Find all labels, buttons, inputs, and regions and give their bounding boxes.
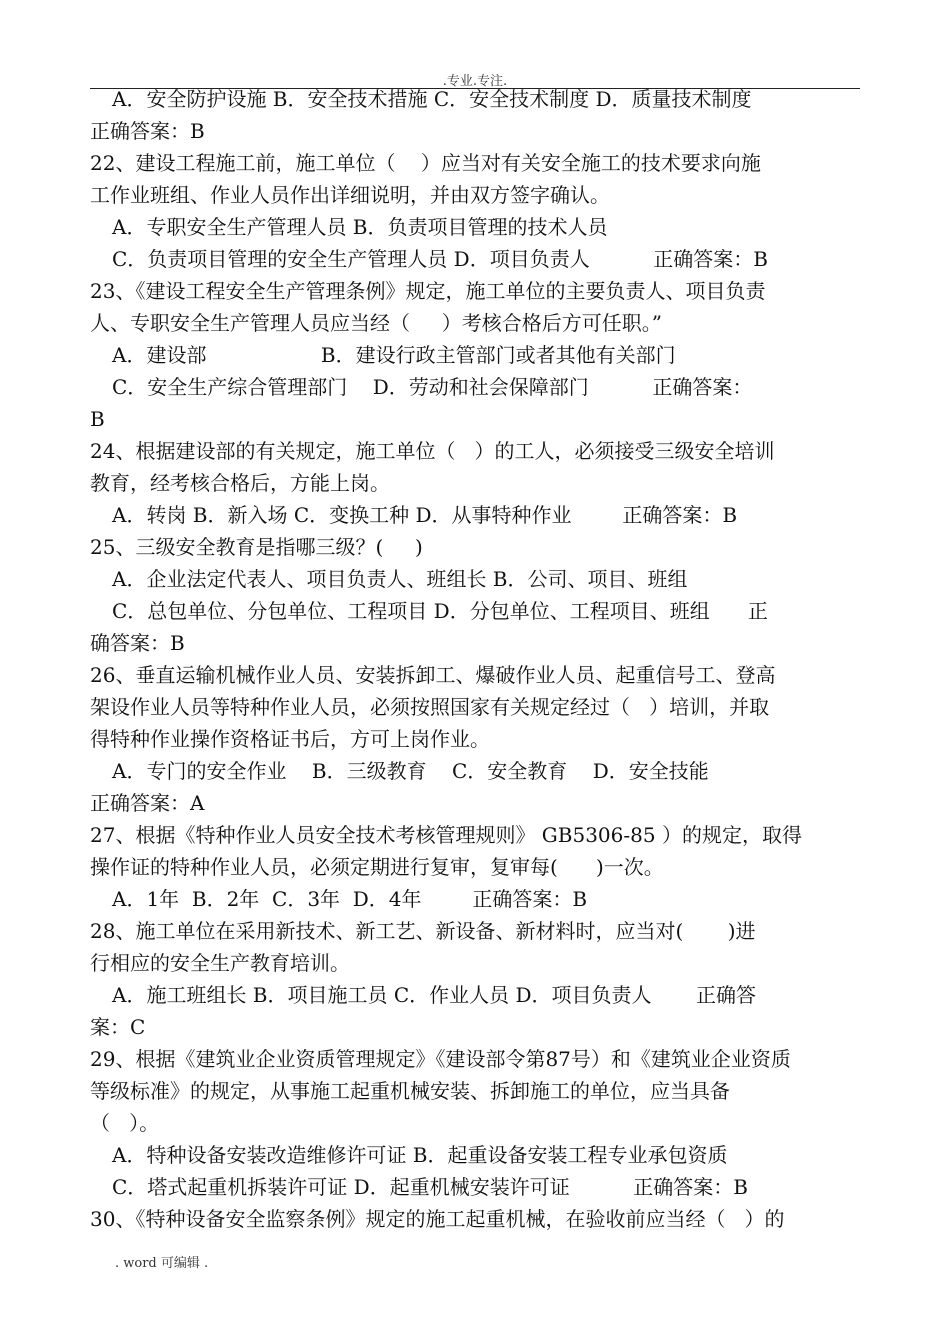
question-text-line: 28、施工单位在采用新技术、新工艺、新设备、新材料时，应当对( )进 <box>90 919 756 943</box>
answer-options-line: A．转岗 B．新入场 C．变换工种 D．从事特种作业 正确答案：B <box>112 503 738 527</box>
question-text-line: 案：C <box>90 1015 146 1039</box>
answer-options-line: A．安全防护设施 B．安全技术措施 C．安全技术制度 D．质量技术制度 <box>112 87 752 111</box>
answer-options-line: C．负责项目管理的安全生产管理人员 D．项目负责人 正确答案：B <box>112 247 768 271</box>
question-text-line: 27、根据《特种作业人员安全技术考核管理规则》 GB5306-85 ）的规定，取得 <box>90 823 802 847</box>
question-text-line: 得特种作业操作资格证书后，方可上岗作业。 <box>90 727 490 751</box>
question-text-line: 操作证的特种作业人员，必须定期进行复审，复审每( )一次。 <box>90 855 664 879</box>
answer-options-line: A．施工班组长 B．项目施工员 C．作业人员 D．项目负责人 正确答 <box>112 983 757 1007</box>
question-text-line: 26、垂直运输机械作业人员、安装拆卸工、爆破作业人员、起重信号工、登高 <box>90 663 776 687</box>
answer-options-line: A．1年 B．2年 C．3年 D．4年 正确答案：B <box>112 887 588 911</box>
question-text-line: 23、《建设工程安全生产管理条例》规定，施工单位的主要负责人、项目负责 <box>90 279 766 303</box>
answer-options-line: A．专门的安全作业 B．三级教育 C．安全教育 D．安全技能 <box>112 759 709 783</box>
page-footer: . word 可编辑 . <box>115 1256 209 1271</box>
question-text-line: 人、专职安全生产管理人员应当经（ ）考核合格后方可任职。” <box>90 311 663 335</box>
question-text-line: 确答案：B <box>90 631 185 655</box>
question-text-line: 等级标准》的规定，从事施工起重机械安装、拆卸施工的单位，应当具备 <box>90 1079 730 1103</box>
question-text-line: 架设作业人员等特种作业人员，必须按照国家有关规定经过（ ）培训，并取 <box>90 695 770 719</box>
question-text-line: 行相应的安全生产教育培训。 <box>90 951 350 975</box>
question-text-line: 正确答案：B <box>90 119 205 143</box>
page-header: .专业.专注. <box>442 74 508 89</box>
question-text-line: 29、根据《建筑业企业资质管理规定》《建设部令第87号）和《建筑业企业资质 <box>90 1047 791 1071</box>
question-text-line: 工作业班组、作业人员作出详细说明，并由双方签字确认。 <box>90 183 610 207</box>
question-text-line: B <box>90 407 105 431</box>
question-text-line: 教育，经考核合格后，方能上岗。 <box>90 471 390 495</box>
question-text-line: 正确答案：A <box>90 791 205 815</box>
answer-options-line: C．塔式起重机拆装许可证 D．起重机械安装许可证 正确答案：B <box>112 1175 748 1199</box>
question-text-line: 24、根据建设部的有关规定，施工单位（ ）的工人，必须接受三级安全培训 <box>90 439 775 463</box>
answer-options-line: C．总包单位、分包单位、工程项目 D．分包单位、工程项目、班组 正 <box>112 599 768 623</box>
answer-options-line: C．安全生产综合管理部门 D．劳动和社会保障部门 正确答案： <box>112 375 753 399</box>
question-text-line: （ ）。 <box>90 1111 160 1135</box>
question-text-line: 30、《特种设备安全监察条例》规定的施工起重机械，在验收前应当经（ ）的 <box>90 1207 785 1231</box>
answer-options-line: A．专职安全生产管理人员 B．负责项目管理的技术人员 <box>112 215 608 239</box>
question-text-line: 22、建设工程施工前，施工单位（ ）应当对有关安全施工的技术要求向施 <box>90 151 761 175</box>
answer-options-line: A．企业法定代表人、项目负责人、班组长 B．公司、项目、班组 <box>112 567 688 591</box>
question-text-line: 25、三级安全教育是指哪三级？( ) <box>90 535 423 559</box>
answer-options-line: A．特种设备安装改造维修许可证 B．起重设备安装工程专业承包资质 <box>112 1143 728 1167</box>
answer-options-line: A．建设部 B．建设行政主管部门或者其他有关部门 <box>112 343 676 367</box>
